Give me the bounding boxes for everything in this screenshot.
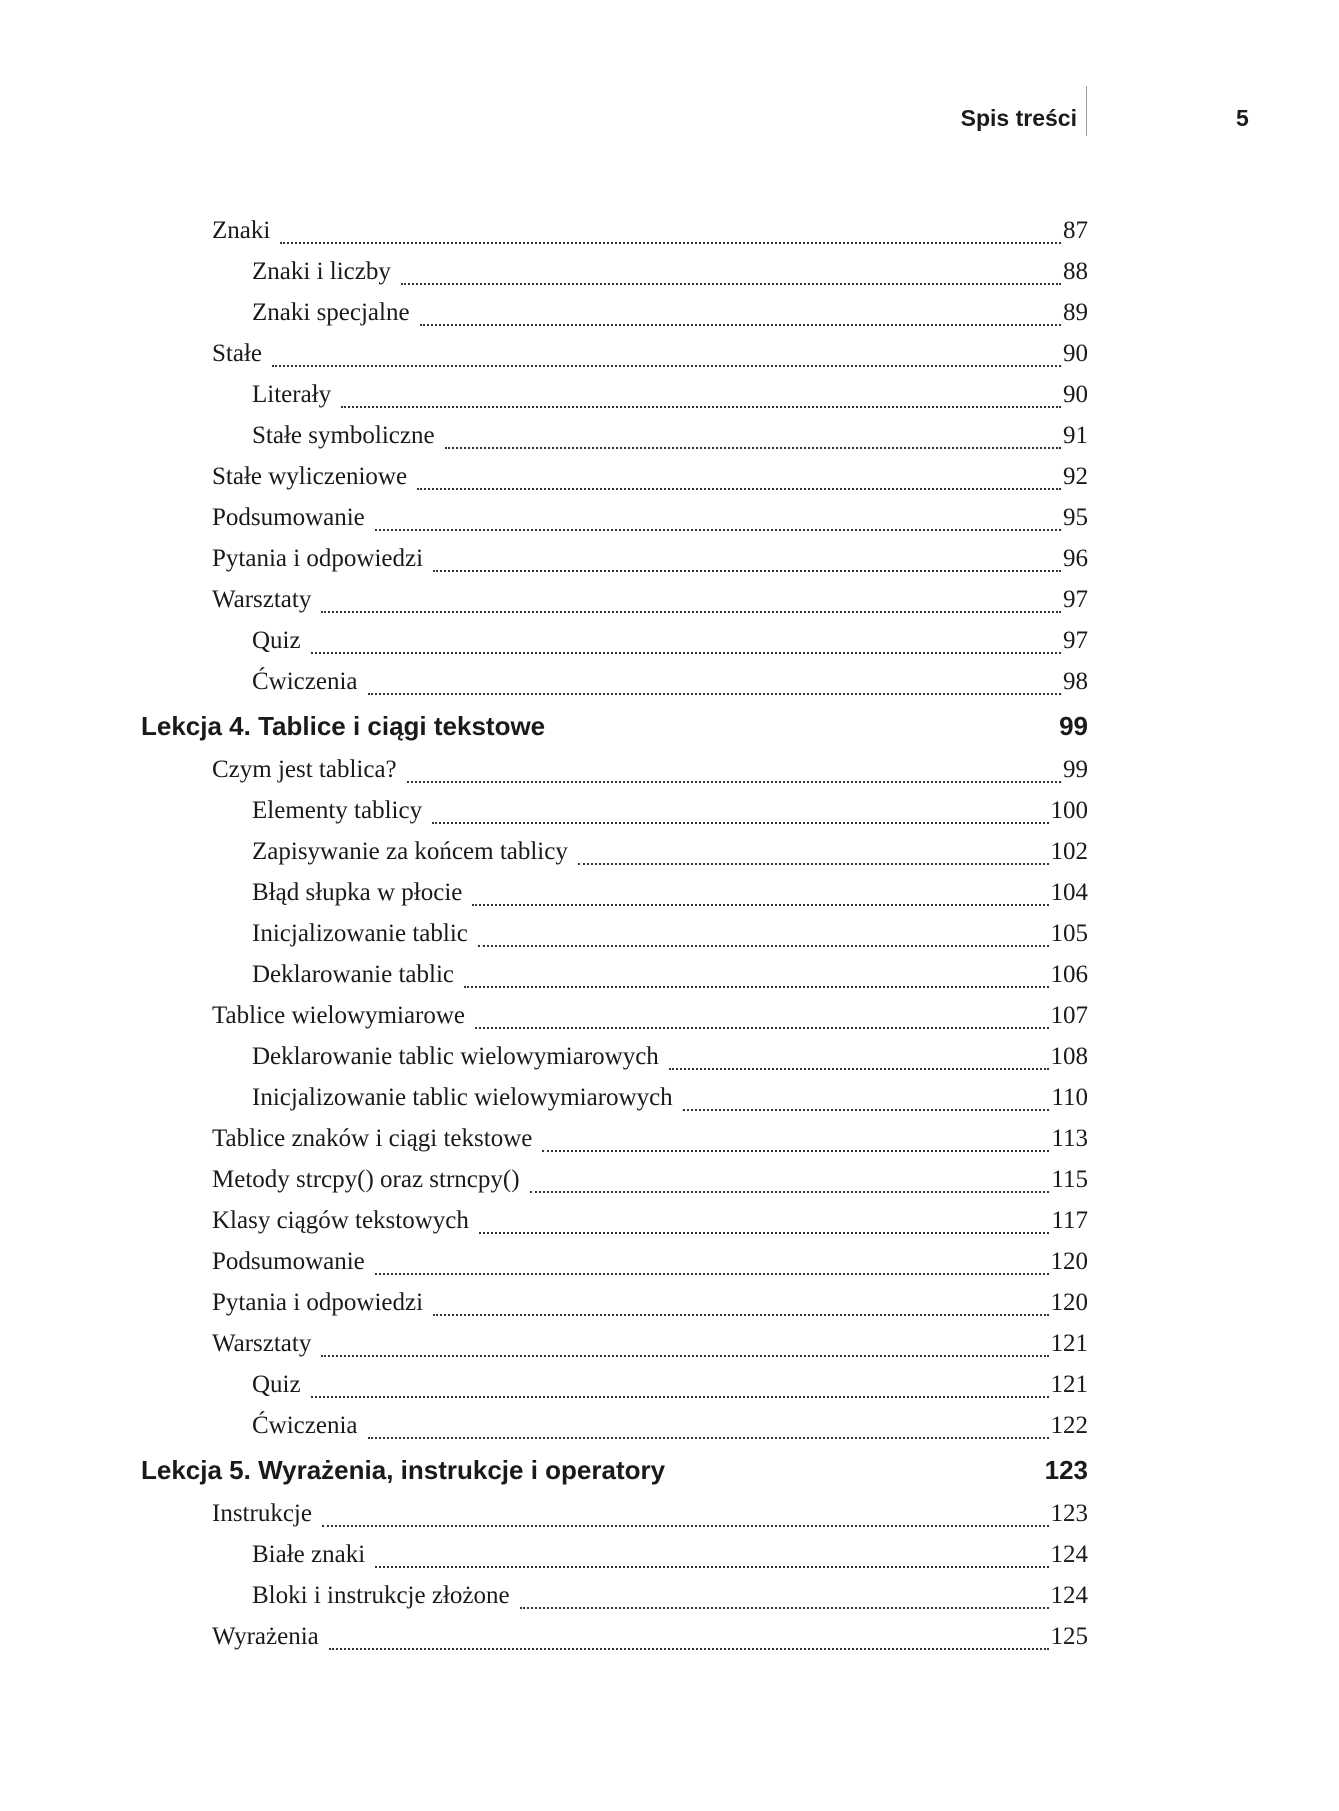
toc-entry-label: Tablice wielowymiarowe [212, 1002, 466, 1029]
toc-entry-page: 108 [1050, 1043, 1088, 1070]
toc-entry[interactable] [0, 790, 1088, 831]
toc-entry[interactable] [0, 1036, 1088, 1077]
dot-leader [479, 1230, 1050, 1234]
toc-entry-page: 124 [1050, 1582, 1088, 1609]
toc-entry[interactable] [0, 456, 1088, 497]
toc-entry-page: 95 [1063, 504, 1088, 531]
toc-entry-page: 120 [1050, 1289, 1088, 1316]
toc-entry[interactable] [0, 1534, 1088, 1575]
toc-entry-label: Metody strcpy() oraz strncpy() [212, 1166, 520, 1193]
toc-entry-label: Pytania i odpowiedzi [212, 1289, 424, 1316]
toc-entry-page: 102 [1050, 838, 1088, 865]
dot-leader [311, 1394, 1049, 1398]
dot-leader [420, 322, 1061, 326]
toc-entry-page: 107 [1050, 1002, 1088, 1029]
dot-leader [329, 1646, 1049, 1650]
dot-leader [368, 1435, 1049, 1439]
toc-entry-page: 120 [1050, 1248, 1088, 1275]
toc-block [0, 749, 1339, 1446]
toc-entry-page: 104 [1050, 879, 1088, 906]
header-divider [1086, 86, 1087, 136]
dot-leader [272, 363, 1061, 367]
dot-leader [417, 486, 1061, 490]
toc-entry-page: 91 [1063, 422, 1088, 449]
toc-entry[interactable] [0, 1118, 1088, 1159]
toc-entry-page: 96 [1063, 545, 1088, 572]
toc-entry-label: Inicjalizowanie tablic wielowymiarowych [252, 1084, 673, 1111]
toc-entry-page: 98 [1063, 668, 1088, 695]
toc-entry-label: Zapisywanie za końcem tablicy [252, 838, 568, 865]
toc-entry[interactable] [0, 1364, 1088, 1405]
dot-leader [433, 1312, 1048, 1316]
toc-entry-label: Deklarowanie tablic wielowymiarowych [252, 1043, 659, 1070]
toc-entry-page: 105 [1050, 920, 1088, 947]
toc-entry-page: 106 [1050, 961, 1088, 988]
toc-entry-page: 122 [1050, 1412, 1088, 1439]
toc-entry-label: Warsztaty [212, 586, 312, 613]
toc-entry-label: Stałe wyliczeniowe [212, 463, 408, 490]
toc-entry[interactable] [0, 1241, 1088, 1282]
toc-entry-label: Pytania i odpowiedzi [212, 545, 424, 572]
toc-entry-label: Podsumowanie [212, 1248, 365, 1275]
toc-block [0, 210, 1339, 702]
toc-entry-page: 100 [1050, 797, 1088, 824]
toc-entry[interactable] [0, 913, 1088, 954]
toc-entry-page: 92 [1063, 463, 1088, 490]
dot-leader [375, 1271, 1049, 1275]
toc-entry-label: Inicjalizowanie tablic [252, 920, 468, 947]
toc-entry-label: Znaki [212, 217, 271, 244]
toc-entry-page: 121 [1050, 1330, 1088, 1357]
dot-leader [478, 943, 1049, 947]
dot-leader [472, 902, 1048, 906]
dot-leader [407, 779, 1061, 783]
toc-entry[interactable] [0, 251, 1088, 292]
chapter-heading[interactable] [0, 706, 1088, 747]
toc-entry-page: 97 [1063, 627, 1088, 654]
toc-entry[interactable] [0, 1405, 1088, 1446]
toc-entry-label: Ćwiczenia [252, 668, 358, 695]
toc-entry[interactable] [0, 995, 1088, 1036]
toc-entry-page: 124 [1050, 1541, 1088, 1568]
dot-leader [280, 240, 1061, 244]
toc-entry-label: Quiz [252, 1371, 301, 1398]
toc-entry-page: 87 [1063, 217, 1088, 244]
dot-leader [322, 1523, 1049, 1527]
toc-entry-page: 110 [1051, 1084, 1088, 1111]
toc-entry-page: 97 [1063, 586, 1088, 613]
page-number: 5 [1236, 105, 1249, 131]
toc-entry-label: Znaki i liczby [252, 258, 391, 285]
chapter-title: Lekcja 5. Wyrażenia, instrukcje i operatory [141, 1455, 666, 1485]
toc-entry-label: Klasy ciągów tekstowych [212, 1207, 469, 1234]
toc-entry-label: Ćwiczenia [252, 1412, 358, 1439]
dot-leader [530, 1189, 1050, 1193]
toc-entry-page: 117 [1051, 1207, 1088, 1234]
toc-entry-label: Stałe [212, 340, 262, 367]
toc-entry[interactable] [0, 415, 1088, 456]
toc-entry-page: 89 [1063, 299, 1088, 326]
toc-entry[interactable] [0, 1575, 1088, 1616]
dot-leader [542, 1148, 1049, 1152]
toc-entry[interactable] [0, 1282, 1088, 1323]
dot-leader [433, 568, 1061, 572]
toc-entry-page: 113 [1051, 1125, 1088, 1152]
toc-entry-page: 121 [1050, 1371, 1088, 1398]
toc-entry[interactable] [0, 579, 1088, 620]
dot-leader [321, 609, 1061, 613]
toc-entry[interactable] [0, 749, 1088, 790]
toc-entry-page: 88 [1063, 258, 1088, 285]
chapter-heading[interactable] [0, 1450, 1088, 1491]
toc-entry-label: Elementy tablicy [252, 797, 423, 824]
toc-entry-label: Tablice znaków i ciągi tekstowe [212, 1125, 533, 1152]
toc-entry-label: Błąd słupka w płocie [252, 879, 463, 906]
dot-leader [520, 1605, 1049, 1609]
toc-entry[interactable] [0, 1323, 1088, 1364]
chapter-page: 99 [1059, 711, 1088, 741]
toc-entry[interactable] [0, 1159, 1088, 1200]
dot-leader [578, 861, 1049, 865]
toc-entry-label: Czym jest tablica? [212, 756, 397, 783]
toc-entry-label: Quiz [252, 627, 301, 654]
toc-entry[interactable] [0, 1077, 1088, 1118]
toc-entry[interactable] [0, 872, 1088, 913]
dot-leader [368, 691, 1061, 695]
dot-leader [475, 1025, 1048, 1029]
toc-entry[interactable] [0, 497, 1088, 538]
dot-leader [445, 445, 1061, 449]
toc-entry[interactable] [0, 954, 1088, 995]
chapter-page: 123 [1044, 1455, 1088, 1485]
running-header-title: Spis treści [960, 105, 1077, 131]
toc-entry[interactable] [0, 374, 1088, 415]
dot-leader [401, 281, 1061, 285]
dot-leader [341, 404, 1061, 408]
toc-entry-label: Białe znaki [252, 1541, 366, 1568]
dot-leader [669, 1066, 1049, 1070]
toc-entry-label: Deklarowanie tablic [252, 961, 454, 988]
toc-entry-page: 99 [1063, 756, 1088, 783]
toc-entry[interactable] [0, 210, 1088, 251]
toc-entry-label: Instrukcje [212, 1500, 312, 1527]
toc-entry[interactable] [0, 1493, 1088, 1534]
toc-entry-label: Literały [252, 381, 332, 408]
toc-entry[interactable] [0, 1616, 1088, 1657]
toc-entry-page: 115 [1051, 1166, 1088, 1193]
toc-entry-label: Wyrażenia [212, 1623, 319, 1650]
dot-leader [464, 984, 1049, 988]
page-header [0, 100, 1339, 140]
toc-block [0, 1493, 1339, 1657]
toc-entry-label: Warsztaty [212, 1330, 312, 1357]
table-of-contents [0, 210, 1339, 1657]
toc-entry[interactable] [0, 661, 1088, 702]
toc-entry-label: Znaki specjalne [252, 299, 410, 326]
dot-leader [683, 1107, 1050, 1111]
toc-entry-label: Stałe symboliczne [252, 422, 435, 449]
toc-entry[interactable] [0, 620, 1088, 661]
toc-entry-label: Podsumowanie [212, 504, 365, 531]
toc-entry[interactable] [0, 292, 1088, 333]
chapter-title: Lekcja 4. Tablice i ciągi tekstowe [141, 711, 546, 741]
dot-leader [432, 820, 1048, 824]
dot-leader [311, 650, 1061, 654]
toc-entry-page: 123 [1050, 1500, 1088, 1527]
toc-entry[interactable] [0, 831, 1088, 872]
toc-entry[interactable] [0, 1200, 1088, 1241]
toc-entry-page: 90 [1063, 340, 1088, 367]
toc-entry-page: 90 [1063, 381, 1088, 408]
toc-entry[interactable] [0, 333, 1088, 374]
toc-entry-label: Bloki i instrukcje złożone [252, 1582, 510, 1609]
dot-leader [375, 1564, 1048, 1568]
toc-entry-page: 125 [1050, 1623, 1088, 1650]
dot-leader [321, 1353, 1048, 1357]
dot-leader [375, 527, 1061, 531]
toc-entry[interactable] [0, 538, 1088, 579]
